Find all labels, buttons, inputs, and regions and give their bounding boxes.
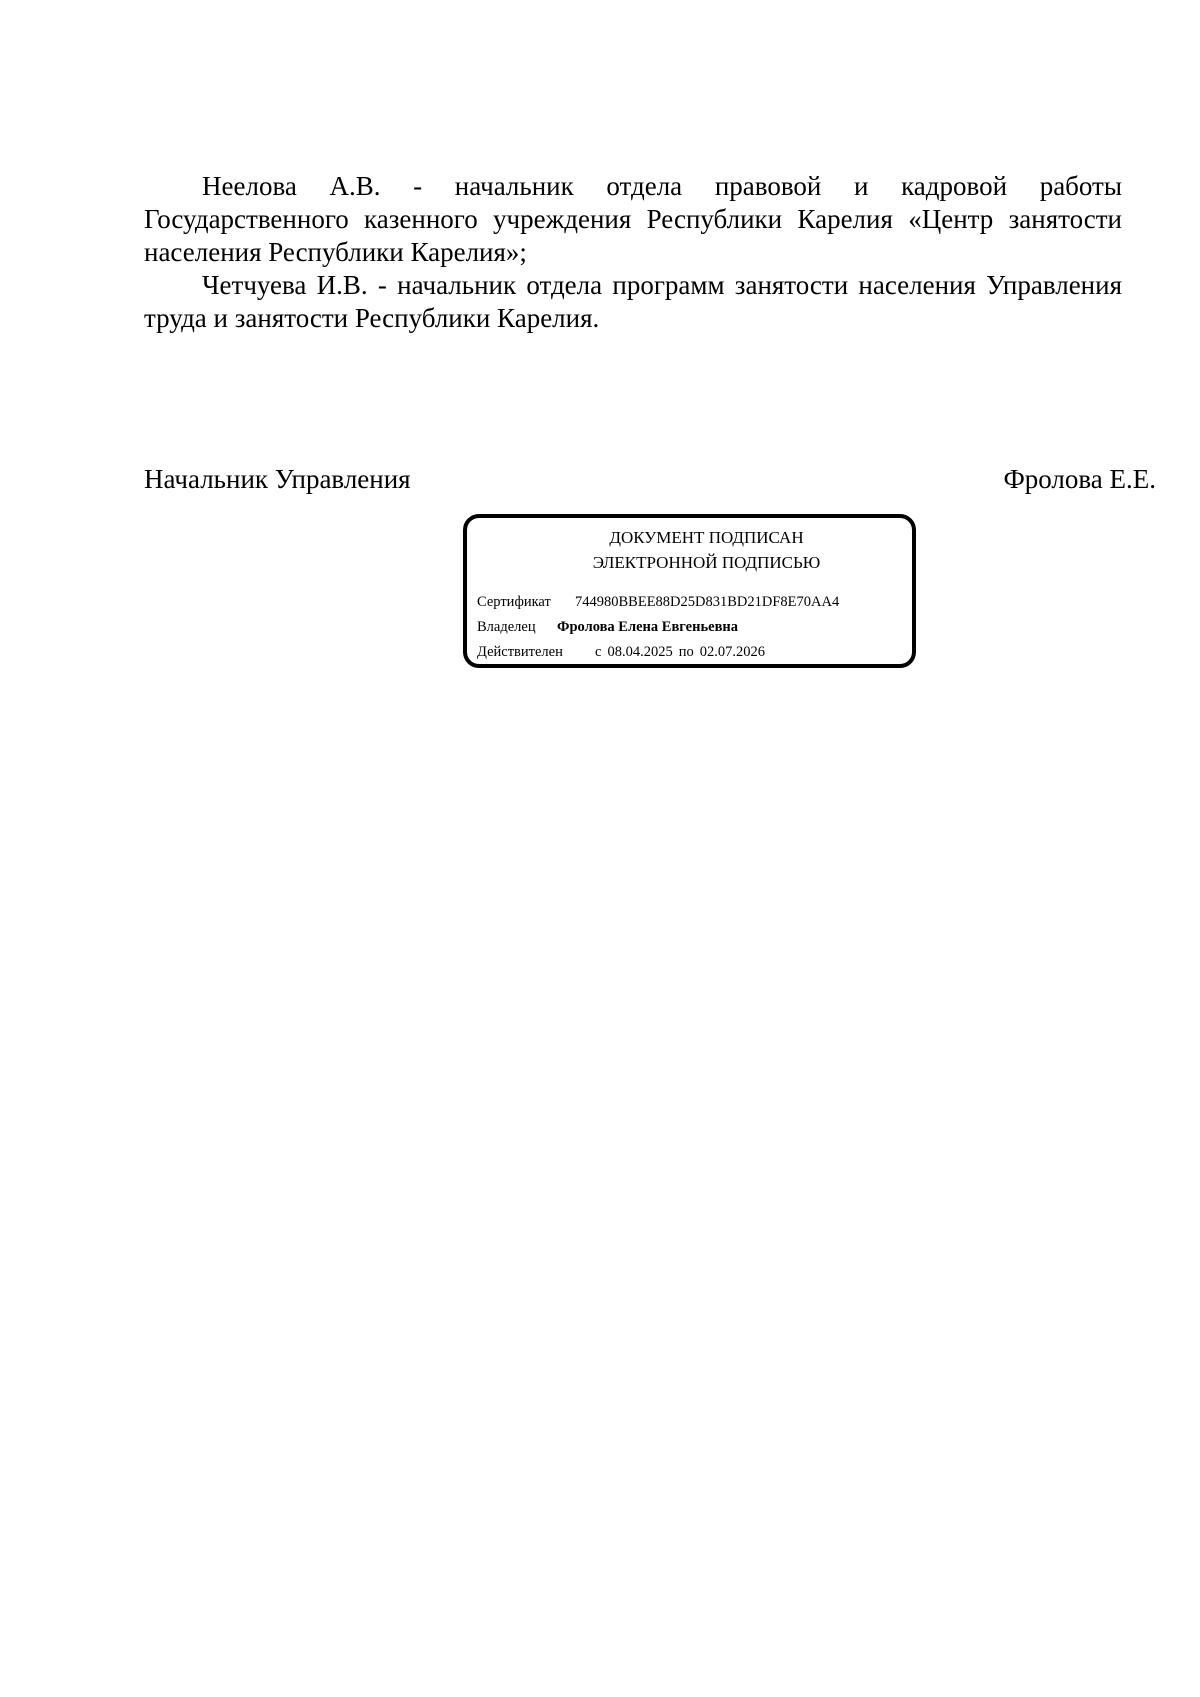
stamp-certificate-label: Сертификат	[477, 594, 551, 610]
paragraph-chetchueva: Четчуева И.В. - начальник отдела программ занятости населения Управления труда и занятости Республики Карелия.	[144, 270, 1122, 333]
paragraph-neelova: Неелова А.В. - начальник отдела правовой и кадровой работы Государственного казенного учреждения Республики Карелия «Центр занятости населения Республики Карелия»;	[144, 171, 1122, 267]
signer-name: Фролова Е.Е.	[1003, 464, 1156, 494]
stamp-valid-to: 02.07.2026	[699, 644, 765, 660]
stamp-owner-label: Владелец	[477, 619, 536, 635]
stamp-heading-line2: ЭЛЕКТРОННОЙ ПОДПИСЬЮ	[592, 553, 821, 572]
stamp-owner-value: Фролова Елена Евгеньевна	[557, 619, 739, 635]
stamp-certificate-row	[477, 592, 839, 612]
stamp-valid-to-prefix: по	[678, 644, 694, 660]
stamp-valid-from-prefix: с	[595, 644, 602, 660]
stamp-certificate-value: 744980BBEE88D25D831BD21DF8E70AA4	[575, 594, 840, 610]
electronic-signature-stamp	[463, 514, 916, 668]
stamp-validity-row	[477, 642, 771, 662]
stamp-owner-row	[477, 617, 738, 637]
signer-position: Начальник Управления	[144, 464, 411, 494]
document-body	[144, 170, 1122, 335]
stamp-valid-from: 08.04.2025	[607, 644, 673, 660]
stamp-heading-line1: ДОКУМЕНТ ПОДПИСАН	[609, 528, 804, 547]
stamp-valid-label: Действителен	[477, 644, 563, 660]
